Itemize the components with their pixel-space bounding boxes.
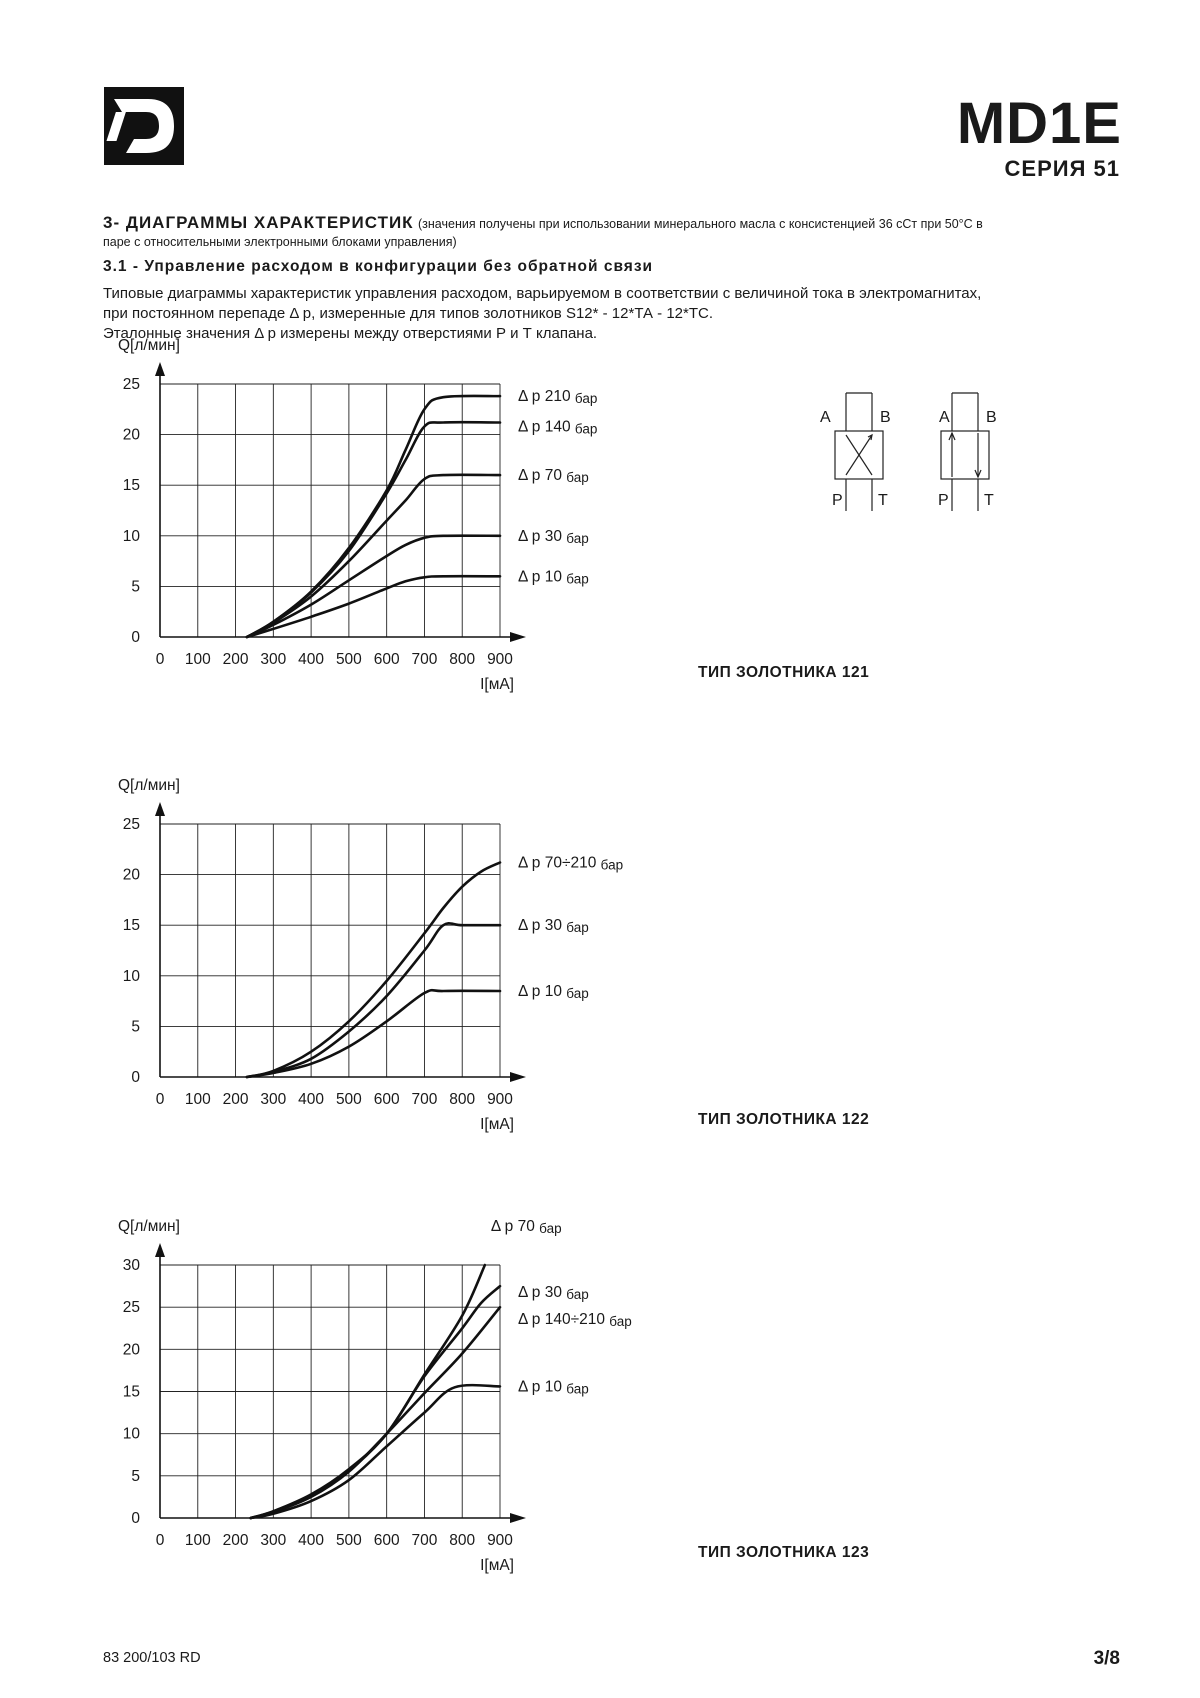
y-tick-label: 10 — [122, 527, 140, 545]
series-unit: бар — [566, 530, 589, 546]
x-tick-label: 900 — [487, 651, 513, 668]
x-tick-label: 100 — [184, 651, 211, 668]
x-axis-arrow — [510, 1072, 526, 1082]
x-tick-label: 400 — [298, 1091, 325, 1108]
y-tick-label: 5 — [131, 1018, 140, 1036]
y-axis-title: Q[л/мин] — [118, 337, 180, 354]
y-tick-label: 25 — [122, 816, 140, 833]
y-axis-arrow — [155, 362, 165, 376]
y-tick-label: 0 — [131, 1510, 140, 1527]
series-unit: бар — [566, 1287, 589, 1303]
x-tick-label: 0 — [155, 651, 165, 668]
spool-type-label-121: ТИП ЗОЛОТНИКА 121 — [698, 664, 870, 681]
y-tick-label: 5 — [131, 578, 140, 596]
chart-grid — [160, 1265, 500, 1518]
document-code: 83 200/103 RD — [103, 1650, 201, 1666]
chart-spool-123 — [100, 1218, 700, 1636]
y-tick-label: 25 — [122, 1299, 140, 1317]
y-tick-label: 25 — [122, 376, 140, 393]
x-tick-label: 100 — [184, 1532, 211, 1549]
page-number: 3/8 — [1093, 1648, 1120, 1669]
series-unit: бар — [574, 421, 598, 437]
spool-type-label-122: ТИП ЗОЛОТНИКА 122 — [698, 1111, 870, 1128]
x-tick-label: 800 — [449, 1532, 476, 1549]
y-axis-arrow — [155, 1243, 165, 1257]
chart-spool-121 — [100, 337, 700, 755]
x-tick-label: 200 — [222, 1532, 249, 1549]
x-axis-title: I[мА] — [480, 676, 514, 693]
series-unit: бар — [600, 857, 624, 873]
y-axis-title: Q[л/мин] — [118, 1218, 180, 1235]
series-label: Δ р 140÷210 бар — [518, 1311, 632, 1330]
chart-spool-122 — [100, 777, 700, 1195]
x-tick-label: 300 — [260, 1532, 287, 1549]
x-tick-label: 500 — [335, 1532, 362, 1549]
series-label: Δ р 210 бар — [518, 388, 598, 407]
series-label: Δ р 30 бар — [518, 527, 589, 546]
y-tick-label: 20 — [122, 866, 140, 884]
x-axis-arrow — [510, 632, 526, 642]
series-label: Δ р 30 бар — [518, 1284, 589, 1303]
schematic-port-t-2: T — [984, 492, 994, 509]
series-unit: бар — [566, 920, 589, 936]
section-title: 3- ДИАГРАММЫ ХАРАКТЕРИСТИК — [103, 213, 414, 232]
section-heading — [103, 214, 1113, 251]
company-logo — [104, 87, 184, 165]
subsection-title: 3.1 - Управление расходом в конфигурации без обратной связи — [103, 258, 654, 275]
schematic-port-t-1: T — [878, 492, 888, 509]
series-label: Δ р 70÷210 бар — [518, 854, 624, 873]
series-label: Δ р 10 бар — [518, 1378, 589, 1397]
x-tick-label: 200 — [222, 1091, 249, 1108]
y-tick-label: 15 — [122, 917, 140, 935]
x-axis-title: I[мА] — [480, 1557, 514, 1574]
x-tick-label: 300 — [260, 651, 287, 668]
x-tick-label: 700 — [411, 1532, 438, 1549]
y-tick-label: 0 — [131, 1069, 140, 1086]
series-unit: бар — [566, 470, 589, 486]
x-tick-label: 900 — [487, 1532, 513, 1549]
y-tick-label: 20 — [122, 1341, 140, 1359]
series-unit: бар — [539, 1221, 562, 1236]
x-tick-label: 600 — [373, 1091, 400, 1108]
intro-line-2: при постоянном перепаде Δ р, измеренные для типов золотников S12* - 12*ТА - 12*ТС. — [103, 305, 714, 322]
y-tick-label: 15 — [122, 1383, 140, 1401]
schematic-port-p-2: P — [938, 492, 949, 509]
schematic-port-b-2: B — [986, 409, 997, 426]
section-note-line1: (значения получены при использовании минерального масла с консистенцией 36 сСт при 50°С в — [418, 217, 983, 231]
y-tick-label: 10 — [122, 967, 140, 985]
series-label: Δ р 10 бар — [518, 982, 589, 1001]
x-tick-label: 800 — [449, 651, 476, 668]
intro-line-1: Типовые диаграммы характеристик управления расходом, варьируемом в соответствии с величиной тока в электромагнитах, — [103, 285, 982, 302]
x-tick-label: 600 — [373, 651, 400, 668]
series-label: Δ р 70 бар — [518, 467, 589, 486]
schematic-port-a-1: A — [820, 409, 831, 426]
y-axis-title: Q[л/мин] — [118, 777, 180, 794]
x-tick-label: 500 — [335, 1091, 362, 1108]
valve-schematic — [820, 393, 1010, 523]
series-label: Δ р 140 бар — [518, 418, 598, 437]
series-unit: бар — [574, 391, 598, 407]
x-tick-label: 400 — [298, 1532, 325, 1549]
x-tick-label: 700 — [411, 651, 438, 668]
spool-type-label-123: ТИП ЗОЛОТНИКА 123 — [698, 1544, 870, 1561]
y-tick-label: 15 — [122, 477, 140, 495]
x-tick-label: 500 — [335, 651, 362, 668]
x-tick-label: 0 — [155, 1091, 165, 1108]
intro-line-3: Эталонные значения Δ р измерены между отверстиями Р и Т клапана. — [103, 325, 598, 342]
x-tick-label: 900 — [487, 1091, 513, 1108]
series-label: Δ р 30 бар — [518, 917, 589, 936]
series-label: Δ р 70 бар — [490, 1218, 562, 1236]
y-tick-label: 0 — [131, 629, 140, 646]
x-tick-label: 300 — [260, 1091, 287, 1108]
y-tick-label: 20 — [122, 426, 140, 444]
series-unit: бар — [566, 1381, 589, 1397]
document-series: СЕРИЯ 51 — [1004, 156, 1120, 181]
x-tick-label: 0 — [155, 1532, 165, 1549]
series-unit: бар — [566, 985, 589, 1001]
document-title: MD1E — [956, 91, 1122, 156]
x-tick-label: 800 — [449, 1091, 476, 1108]
y-tick-label: 10 — [122, 1425, 140, 1443]
y-tick-label: 5 — [131, 1467, 140, 1485]
x-tick-label: 700 — [411, 1091, 438, 1108]
x-tick-label: 100 — [184, 1091, 211, 1108]
x-axis-arrow — [510, 1513, 526, 1523]
y-tick-label: 30 — [122, 1257, 140, 1274]
schematic-port-p-1: P — [832, 492, 843, 509]
x-tick-label: 400 — [298, 651, 325, 668]
x-tick-label: 200 — [222, 651, 249, 668]
section-note-line2: паре с относительными электронными блоками управления) — [103, 235, 457, 249]
x-axis-title: I[мА] — [480, 1116, 514, 1133]
y-axis-arrow — [155, 802, 165, 816]
schematic-port-b-1: B — [880, 409, 891, 426]
series-unit: бар — [566, 571, 589, 587]
x-tick-label: 600 — [373, 1532, 400, 1549]
series-label: Δ р 10 бар — [518, 568, 589, 587]
series-unit: бар — [609, 1314, 632, 1330]
schematic-port-a-2: A — [939, 409, 950, 426]
